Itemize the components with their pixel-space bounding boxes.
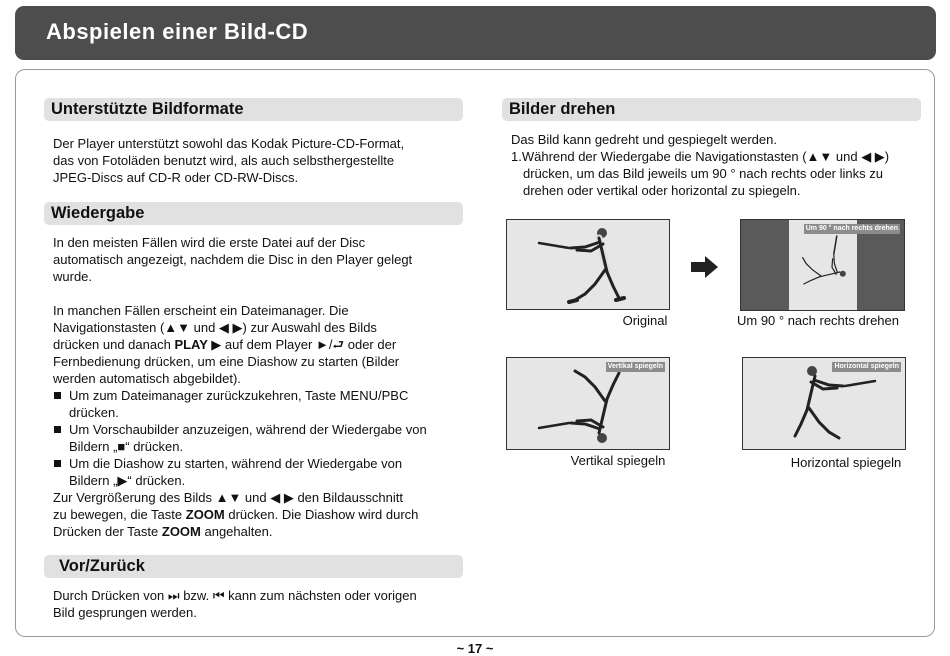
zoom-text-run: drücken. Die Diashow wird durch — [224, 507, 419, 522]
playback-line: werden automatisch abgebildet). — [53, 371, 241, 386]
section-heading-skip: Vor/Zurück — [44, 555, 463, 578]
page-header — [15, 6, 936, 60]
play-key-label: PLAY ▶ — [174, 337, 222, 352]
section-heading-playback: Wiedergabe — [44, 202, 463, 225]
section-heading-formats: Unterstützte Bildformate — [44, 98, 463, 121]
section-heading-rotate: Bilder drehen — [502, 98, 921, 121]
skip-text — [53, 587, 463, 621]
bullet-text: drücken. — [69, 405, 119, 420]
horizontal-flip-image — [742, 357, 906, 450]
rotated-caption: Um 90 ° nach rechts drehen — [736, 313, 899, 328]
bullet-text: Bildern „▶“ drücken. — [69, 473, 186, 488]
playback-intro-line: In den meisten Fällen wird die erste Datei auf der Disc — [53, 235, 366, 250]
playback-bullet-list — [53, 387, 463, 489]
bullet-text: Um zum Dateimanager zurückzukehren, Taste MENU/PBC — [69, 388, 409, 403]
bullet-text: Um die Diashow zu starten, während der Wiedergabe von — [69, 456, 403, 471]
batter-figure-icon — [507, 220, 670, 310]
zoom-key-label: ZOOM — [185, 507, 225, 522]
horizontal-flip-caption: Horizontal spiegeln — [790, 455, 902, 470]
playback-text-run: drücken und danach — [53, 337, 175, 352]
page-title: Abspielen einer Bild-CD — [46, 19, 309, 44]
rotate-line: drücken, um das Bild jeweils um 90 ° nach rechts oder links zu — [523, 166, 883, 181]
right-arrow-icon — [691, 256, 719, 278]
rotated-image-tag: Um 90 ° nach rechts drehen — [805, 225, 898, 232]
horizontal-flip-tag: Horizontal spiegeln — [834, 363, 899, 370]
vertical-flip-image — [506, 357, 670, 450]
rotated-image — [740, 219, 905, 311]
bullet-square-icon — [54, 426, 61, 433]
bullet-square-icon — [54, 460, 61, 467]
playback-text-run: auf dem Player ►/⮐ oder der — [221, 337, 397, 352]
playback-line: Navigationstasten (▲▼ und ◀ ▶) zur Auswahl des Bilds — [53, 320, 377, 335]
rotate-line: 1.Während der Wiedergabe die Navigationstasten (▲▼ und ◀ ▶) — [511, 149, 890, 164]
rotate-line: drehen oder vertikal oder horizontal zu spiegeln. — [523, 183, 801, 198]
playback-line: In manchen Fällen erscheint ein Dateimanager. Die — [53, 303, 349, 318]
skip-line: Bild gesprungen werden. — [53, 605, 197, 620]
bullet-square-icon — [54, 392, 61, 399]
playback-intro-line: automatisch angezeigt, nachdem die Disc in den Player gelegt — [53, 252, 413, 267]
playback-line — [53, 336, 463, 353]
zoom-line: Zur Vergrößerung des Bilds ▲▼ und ◀ ▶ den Bildausschnitt — [53, 490, 403, 505]
vertical-flip-caption: Vertikal spiegeln — [570, 453, 666, 468]
vertical-flip-tag: Vertikal spiegeln — [607, 363, 663, 370]
skip-line: Durch Drücken von ⏭ bzw. ⏮ kann zum nächsten oder vorigen — [53, 588, 417, 603]
zoom-text-run: angehalten. — [200, 524, 273, 539]
formats-line: Der Player unterstützt sowohl das Kodak Picture-CD-Format, — [53, 136, 405, 151]
playback-intro-line: wurde. — [53, 269, 93, 284]
playback-text — [53, 234, 463, 540]
zoom-text-run: zu bewegen, die Taste — [53, 507, 186, 522]
zoom-text-run: Drücken der Taste — [53, 524, 162, 539]
rotate-line: Das Bild kann gedreht und gespiegelt werden. — [511, 132, 777, 147]
zoom-line — [53, 506, 463, 523]
bullet-text: Bildern „■“ drücken. — [69, 439, 184, 454]
formats-text — [53, 135, 463, 186]
original-caption: Original — [622, 313, 668, 328]
list-item — [53, 387, 463, 421]
list-item — [53, 455, 463, 489]
zoom-key-label: ZOOM — [161, 524, 201, 539]
formats-line: das von Fotoläden benutzt wird, als auch selbsthergestellte — [53, 153, 395, 168]
playback-line: Fernbedienung drücken, um eine Diashow zu starten (Bilder — [53, 354, 400, 369]
formats-line: JPEG-Discs auf CD-R oder CD-RW-Discs. — [53, 170, 299, 185]
rotate-text — [511, 131, 921, 199]
zoom-line — [53, 523, 463, 540]
bullet-text: Um Vorschaubilder anzuzeigen, während der Wiedergabe von — [69, 422, 427, 437]
original-image — [506, 219, 670, 310]
list-item — [53, 421, 463, 455]
page-number: ~ 17 ~ — [456, 641, 494, 656]
